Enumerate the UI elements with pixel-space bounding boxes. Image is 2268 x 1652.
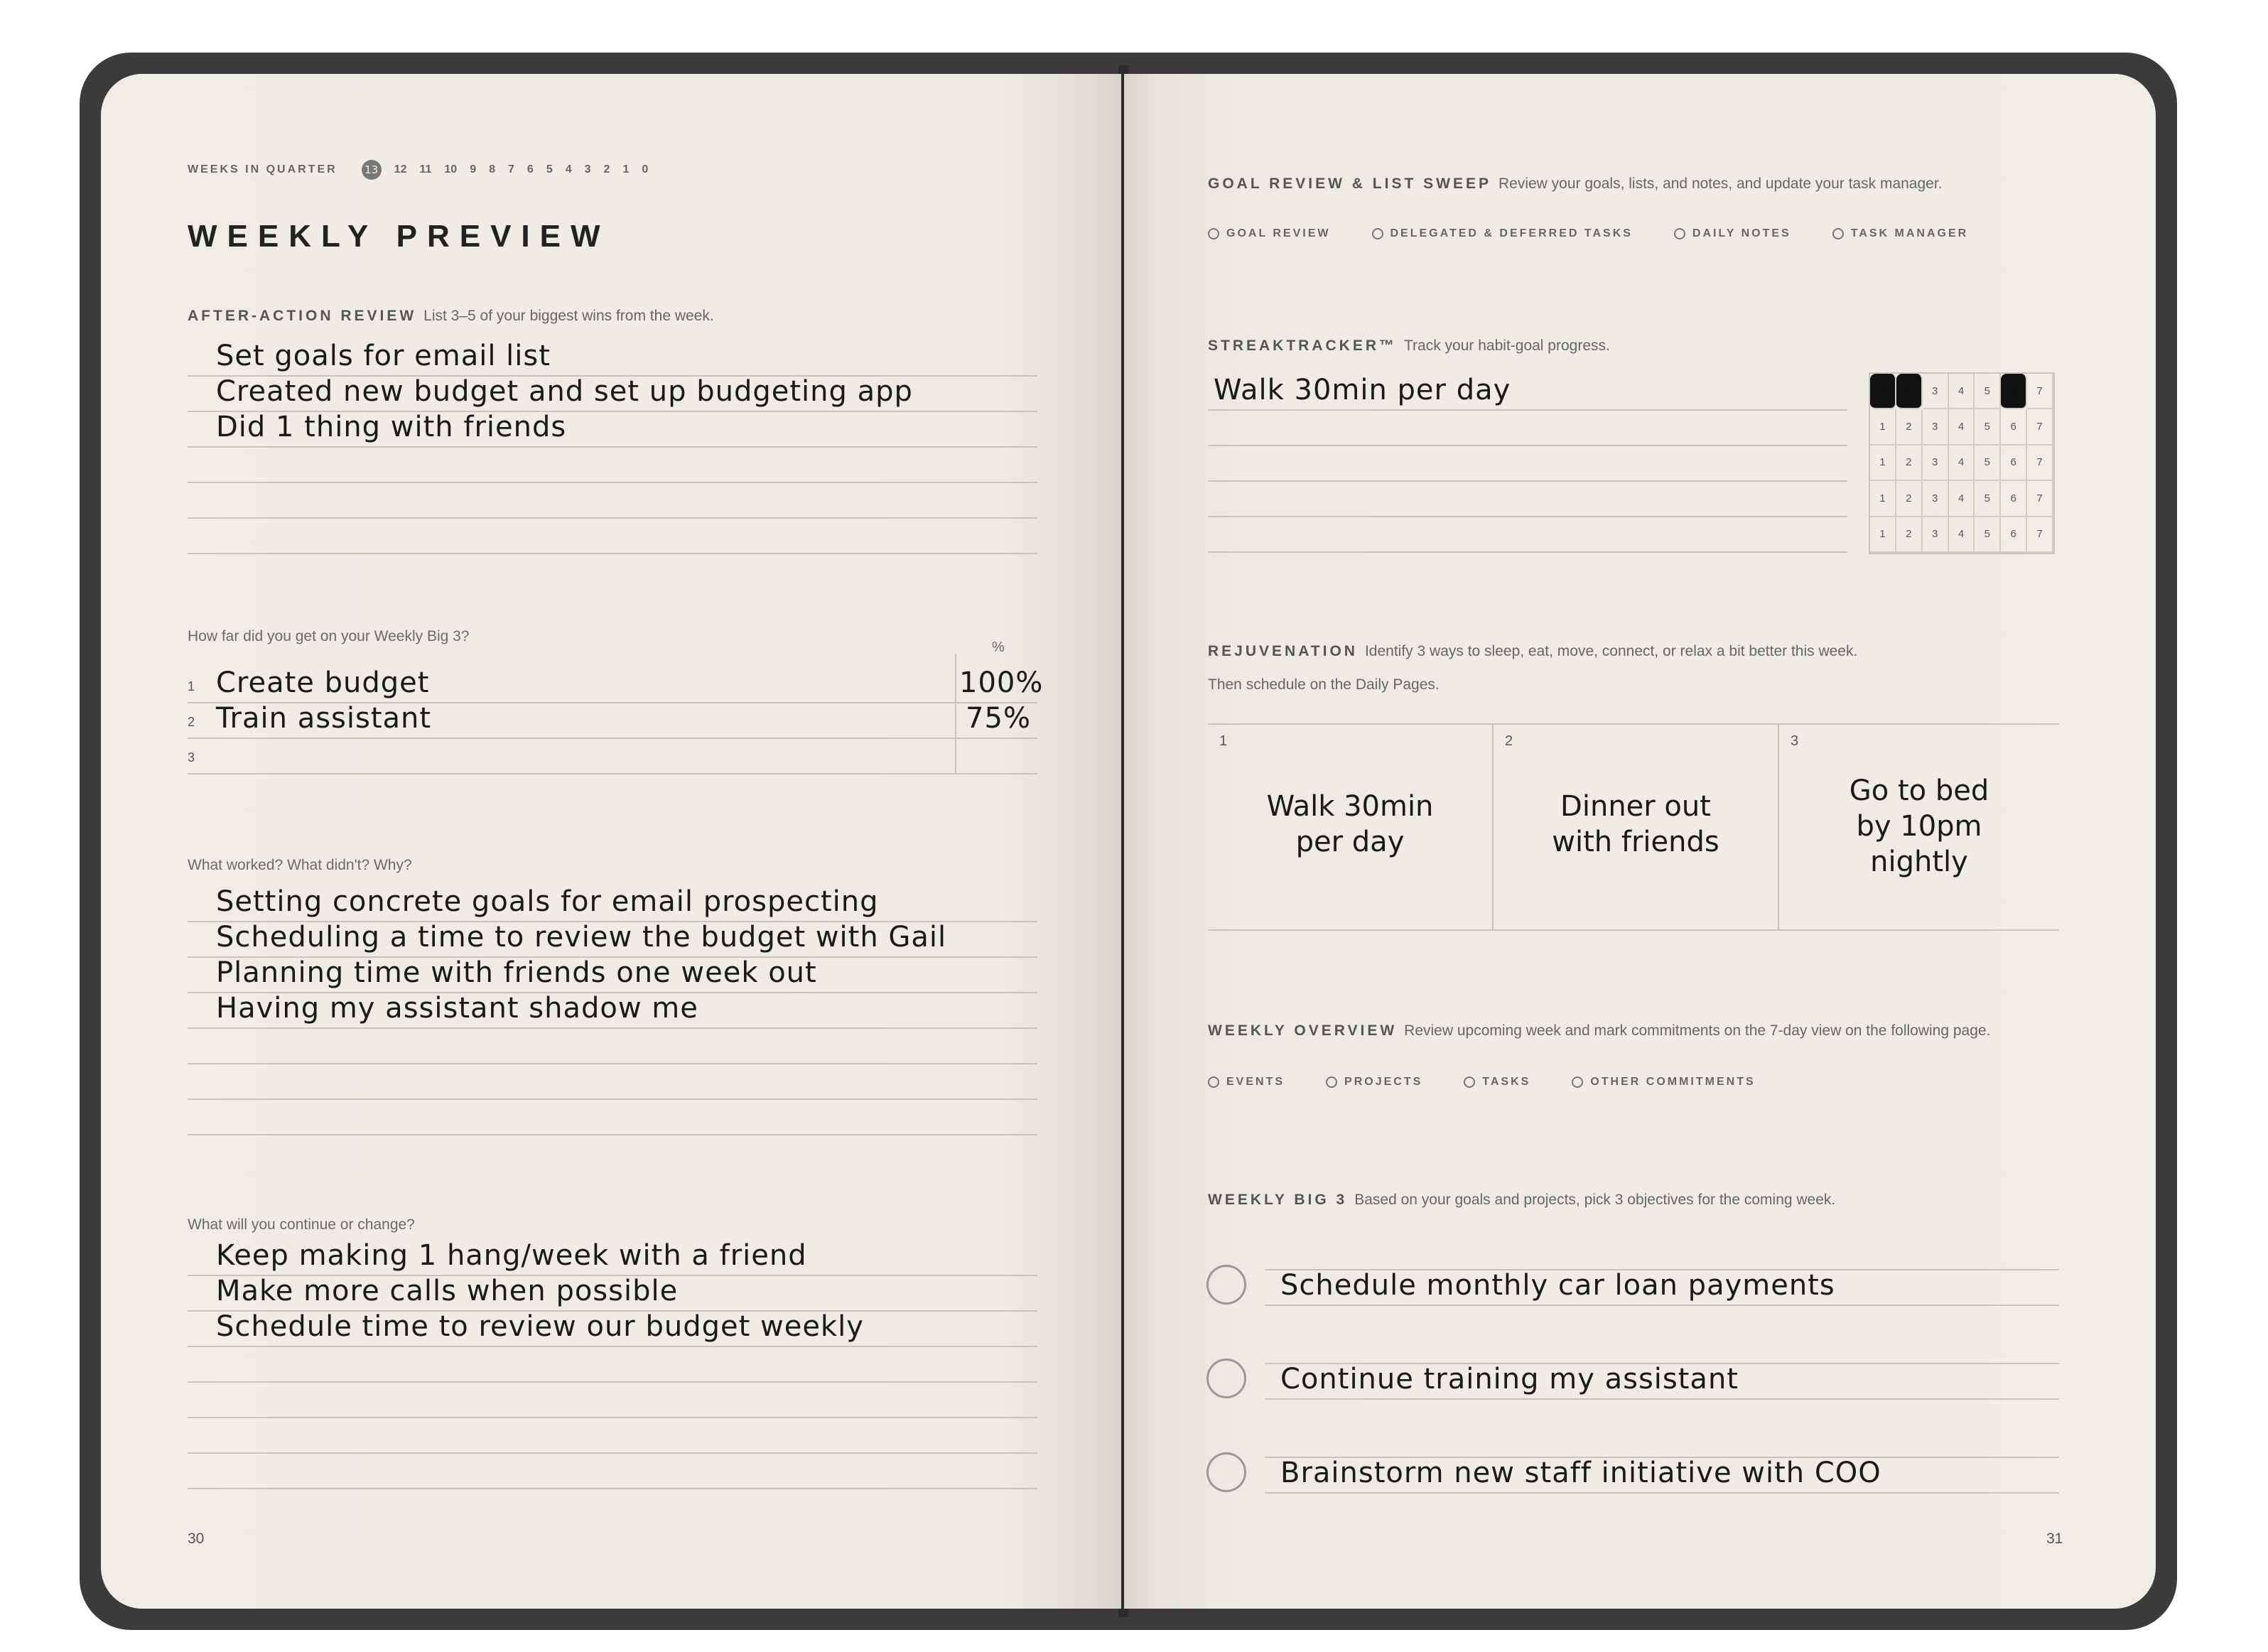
streak-cell[interactable]: 5 (1975, 481, 2001, 517)
streak-cell[interactable]: 1 (1870, 481, 1896, 517)
goal-review-header (1208, 175, 1943, 193)
streak-cell[interactable]: 4 (1949, 446, 1975, 481)
week-number: 9 (470, 163, 477, 176)
what-worked-entry[interactable]: Scheduling a time to review the budget with Gail (216, 921, 947, 954)
what-worked-entry[interactable]: Setting concrete goals for email prospecting (216, 885, 879, 918)
big3-review-num: 1 (188, 679, 195, 693)
objective-text[interactable]: Continue training my assistant (1280, 1363, 1739, 1395)
current-week-marker: 13 (362, 160, 382, 180)
checkbox-circle-icon[interactable] (1464, 1076, 1475, 1088)
weekly-overview-option-label: EVENTS (1226, 1076, 1285, 1088)
streak-cell[interactable]: 4 (1949, 517, 1975, 553)
streak-grid (1869, 372, 2055, 554)
streak-cell[interactable]: 3 (1923, 409, 1949, 445)
weekly-overview-option-label: TASKS (1482, 1076, 1531, 1088)
weekly-big3-header (1208, 1191, 1835, 1209)
weeks-label: WEEKS IN QUARTER (188, 163, 338, 176)
goal-review-option-label: DELEGATED & DEFERRED TASKS (1390, 227, 1633, 239)
left-page (101, 74, 1121, 1609)
streak-cell[interactable]: 3 (1923, 374, 1949, 409)
after-action-rule (188, 446, 1037, 448)
streak-cell[interactable]: 6 (2001, 517, 2027, 553)
streak-habit-rule (1208, 480, 1847, 482)
checkbox-circle-icon[interactable] (1208, 1076, 1219, 1088)
streak-cell[interactable]: 1 (1870, 517, 1896, 553)
week-number: 0 (642, 163, 649, 176)
continue-change-entry[interactable]: Schedule time to review our budget weekly (216, 1310, 864, 1343)
rejuvenation-text[interactable]: Walk 30min per day (1266, 790, 1434, 858)
weekly-overview-option[interactable] (1208, 1076, 1285, 1089)
goal-review-option[interactable] (1674, 227, 1791, 240)
streak-cell[interactable]: 5 (1975, 446, 2001, 481)
streak-habit[interactable]: Walk 30min per day (1214, 374, 1511, 406)
after-action-description: List 3–5 of your biggest wins from the week. (423, 308, 714, 324)
what-worked-rule (188, 1134, 1037, 1135)
goal-review-option-label: GOAL REVIEW (1226, 227, 1331, 239)
rejuvenation-header (1208, 642, 1857, 660)
rejuvenation-num: 2 (1505, 733, 1513, 749)
weekly-overview-option-label: PROJECTS (1344, 1076, 1423, 1088)
big3-review-text[interactable]: Create budget (216, 666, 430, 699)
page-number-right: 31 (2046, 1530, 2063, 1547)
what-worked-rule (188, 1027, 1037, 1029)
objective-checkbox-circle-icon[interactable] (1206, 1452, 1246, 1492)
continue-change-entry[interactable]: Make more calls when possible (216, 1275, 679, 1307)
after-action-header (188, 307, 714, 325)
what-worked-rule (188, 1063, 1037, 1064)
after-action-entry[interactable]: Did 1 thing with friends (216, 411, 567, 443)
continue-change-rule (188, 1346, 1037, 1347)
streak-cell[interactable]: 6 (2001, 481, 2027, 517)
after-action-rule (188, 553, 1037, 554)
streak-cell[interactable]: 1 (1870, 409, 1896, 445)
objective-rule (1265, 1305, 2059, 1306)
streak-cell[interactable]: 2 (1896, 446, 1923, 481)
goal-review-option-label: TASK MANAGER (1850, 227, 1969, 239)
streak-cell[interactable]: 3 (1923, 517, 1949, 553)
checkbox-circle-icon[interactable] (1674, 228, 1685, 239)
what-worked-rule (188, 1098, 1037, 1100)
big3-review-percent[interactable]: 75% (966, 702, 1031, 735)
weekly-overview-option[interactable] (1572, 1076, 1755, 1089)
page-number-left: 30 (188, 1530, 205, 1547)
goal-review-option-label: DAILY NOTES (1692, 227, 1791, 239)
rejuvenation-text[interactable]: Dinner out with friends (1552, 790, 1719, 858)
big3-review-percent[interactable]: 100% (959, 666, 1044, 699)
big3-review-rule (188, 738, 1037, 739)
week-number: 2 (603, 163, 610, 176)
weeks-in-quarter (188, 161, 648, 179)
big3-review-text[interactable]: Train assistant (216, 702, 432, 735)
streak-cell[interactable]: 2 (1896, 481, 1923, 517)
streak-cell[interactable]: 7 (2027, 374, 2053, 409)
rejuvenation-text[interactable]: Go to bed by 10pm nightly (1849, 774, 1989, 878)
after-action-entry[interactable]: Set goals for email list (216, 340, 551, 372)
goal-review-option[interactable] (1832, 227, 1968, 240)
streak-cell[interactable]: 4 (1949, 481, 1975, 517)
rejuvenation-item-1 (1208, 723, 1492, 931)
rejuvenation-item-2 (1494, 723, 1778, 931)
streak-cell[interactable]: 5 (1975, 517, 2001, 553)
after-action-entry[interactable]: Created new budget and set up budgeting app (216, 375, 913, 408)
weekly-overview-option[interactable] (1326, 1076, 1422, 1089)
what-worked-entry[interactable]: Having my assistant shadow me (216, 992, 698, 1025)
week-number: 5 (546, 163, 553, 176)
streaktracker-heading: STREAKTRACKER™ (1208, 338, 1397, 354)
goal-review-description: Review your goals, lists, and notes, and update your task manager. (1498, 176, 1943, 192)
checkbox-circle-icon[interactable] (1372, 228, 1383, 239)
streak-cell[interactable]: 3 (1923, 481, 1949, 517)
rejuvenation-num: 3 (1791, 733, 1799, 749)
streak-cell[interactable]: 2 (1896, 374, 1923, 409)
week-number: 3 (584, 163, 591, 176)
streak-cell[interactable]: 7 (2027, 517, 2053, 553)
continue-change-rule (188, 1488, 1037, 1489)
percent-header: % (992, 639, 1005, 655)
goal-review-option[interactable] (1372, 227, 1633, 240)
continue-change-entry[interactable]: Keep making 1 hang/week with a friend (216, 1239, 807, 1272)
continue-change-question: What will you continue or change? (188, 1216, 415, 1233)
checkbox-circle-icon[interactable] (1326, 1076, 1337, 1088)
streak-habit-rule (1208, 445, 1847, 446)
streak-cell[interactable]: 4 (1949, 374, 1975, 409)
continue-change-rule (188, 1381, 1037, 1383)
streak-cell[interactable]: 7 (2027, 481, 2053, 517)
rejuvenation-description: Identify 3 ways to sleep, eat, move, connect, or relax a bit better this week. (1364, 643, 1858, 659)
goal-review-heading: GOAL REVIEW & LIST SWEEP (1208, 176, 1491, 192)
streak-habit-rule (1208, 516, 1847, 517)
rejuvenation-description-2: Then schedule on the Daily Pages. (1208, 676, 1440, 693)
week-number: 4 (565, 163, 572, 176)
page-title: WEEKLY PREVIEW (188, 219, 610, 254)
objective-rule (1265, 1398, 2059, 1400)
objective-checkbox-circle-icon[interactable] (1206, 1359, 1246, 1398)
big3-review-num: 3 (188, 750, 195, 765)
weekly-big3-heading: WEEKLY BIG 3 (1208, 1192, 1348, 1208)
objective-text[interactable]: Brainstorm new staff initiative with COO (1280, 1457, 1881, 1489)
after-action-rule (188, 482, 1037, 483)
checkbox-circle-icon[interactable] (1832, 228, 1844, 239)
continue-change-rule (188, 1417, 1037, 1418)
streak-cell[interactable]: 6 (2001, 374, 2027, 409)
checkbox-circle-icon[interactable] (1208, 228, 1219, 239)
weekly-overview-header (1208, 1022, 1990, 1040)
streak-cell[interactable]: 1 (1870, 446, 1896, 481)
streak-habit-rule (1208, 551, 1847, 553)
week-number: 7 (508, 163, 514, 176)
percent-divider (955, 654, 956, 773)
streak-cell[interactable]: 2 (1896, 517, 1923, 553)
week-number: 8 (489, 163, 495, 176)
streak-cell[interactable]: 5 (1975, 409, 2001, 445)
big3-review-rule (188, 773, 1037, 774)
weeks-list (362, 160, 649, 180)
week-number: 10 (444, 163, 458, 176)
big3-review-question: How far did you get on your Weekly Big 3? (188, 628, 470, 644)
streak-cell[interactable]: 2 (1896, 409, 1923, 445)
rejuvenation-item-3 (1779, 723, 2059, 931)
streaktracker-description: Track your habit-goal progress. (1404, 338, 1610, 354)
big3-review-num: 2 (188, 715, 195, 729)
weekly-overview-heading: WEEKLY OVERVIEW (1208, 1022, 1398, 1039)
weekly-overview-option-label: OTHER COMMITMENTS (1590, 1076, 1756, 1088)
rejuvenation-num: 1 (1219, 733, 1228, 749)
after-action-rule (188, 517, 1037, 519)
checkbox-circle-icon[interactable] (1572, 1076, 1583, 1088)
weekly-big3-description: Based on your goals and projects, pick 3 objectives for the coming week. (1354, 1192, 1836, 1208)
weekly-overview-option[interactable] (1464, 1076, 1530, 1089)
streak-cell[interactable]: 1 (1870, 374, 1896, 409)
streak-cell[interactable]: 5 (1975, 374, 2001, 409)
after-action-heading: AFTER-ACTION REVIEW (188, 308, 417, 324)
week-number: 6 (526, 163, 534, 176)
streak-cell[interactable]: 6 (2001, 446, 2027, 481)
week-number: 1 (622, 163, 630, 176)
streak-cell[interactable]: 3 (1923, 446, 1949, 481)
objective-rule (1265, 1492, 2059, 1494)
streak-habit-rule (1208, 409, 1847, 411)
what-worked-question: What worked? What didn't? Why? (188, 857, 412, 873)
week-number: 11 (419, 163, 432, 176)
streak-cell[interactable]: 6 (2001, 409, 2027, 445)
objective-checkbox-circle-icon[interactable] (1206, 1265, 1246, 1305)
weekly-overview-options (1208, 1076, 1756, 1089)
continue-change-rule (188, 1452, 1037, 1454)
streak-cell[interactable]: 4 (1949, 409, 1975, 445)
what-worked-entry[interactable]: Planning time with friends one week out (216, 956, 817, 989)
goal-review-options (1208, 227, 1968, 240)
streak-cell[interactable]: 7 (2027, 409, 2053, 445)
objective-text[interactable]: Schedule monthly car loan payments (1280, 1269, 1835, 1302)
rejuvenation-heading: REJUVENATION (1208, 643, 1358, 659)
goal-review-option[interactable] (1208, 227, 1331, 240)
week-number: 12 (394, 163, 407, 176)
streak-cell[interactable]: 7 (2027, 446, 2053, 481)
streaktracker-header (1208, 337, 1610, 355)
weekly-overview-description: Review upcoming week and mark commitments on the 7-day view on the following page. (1404, 1022, 1991, 1039)
